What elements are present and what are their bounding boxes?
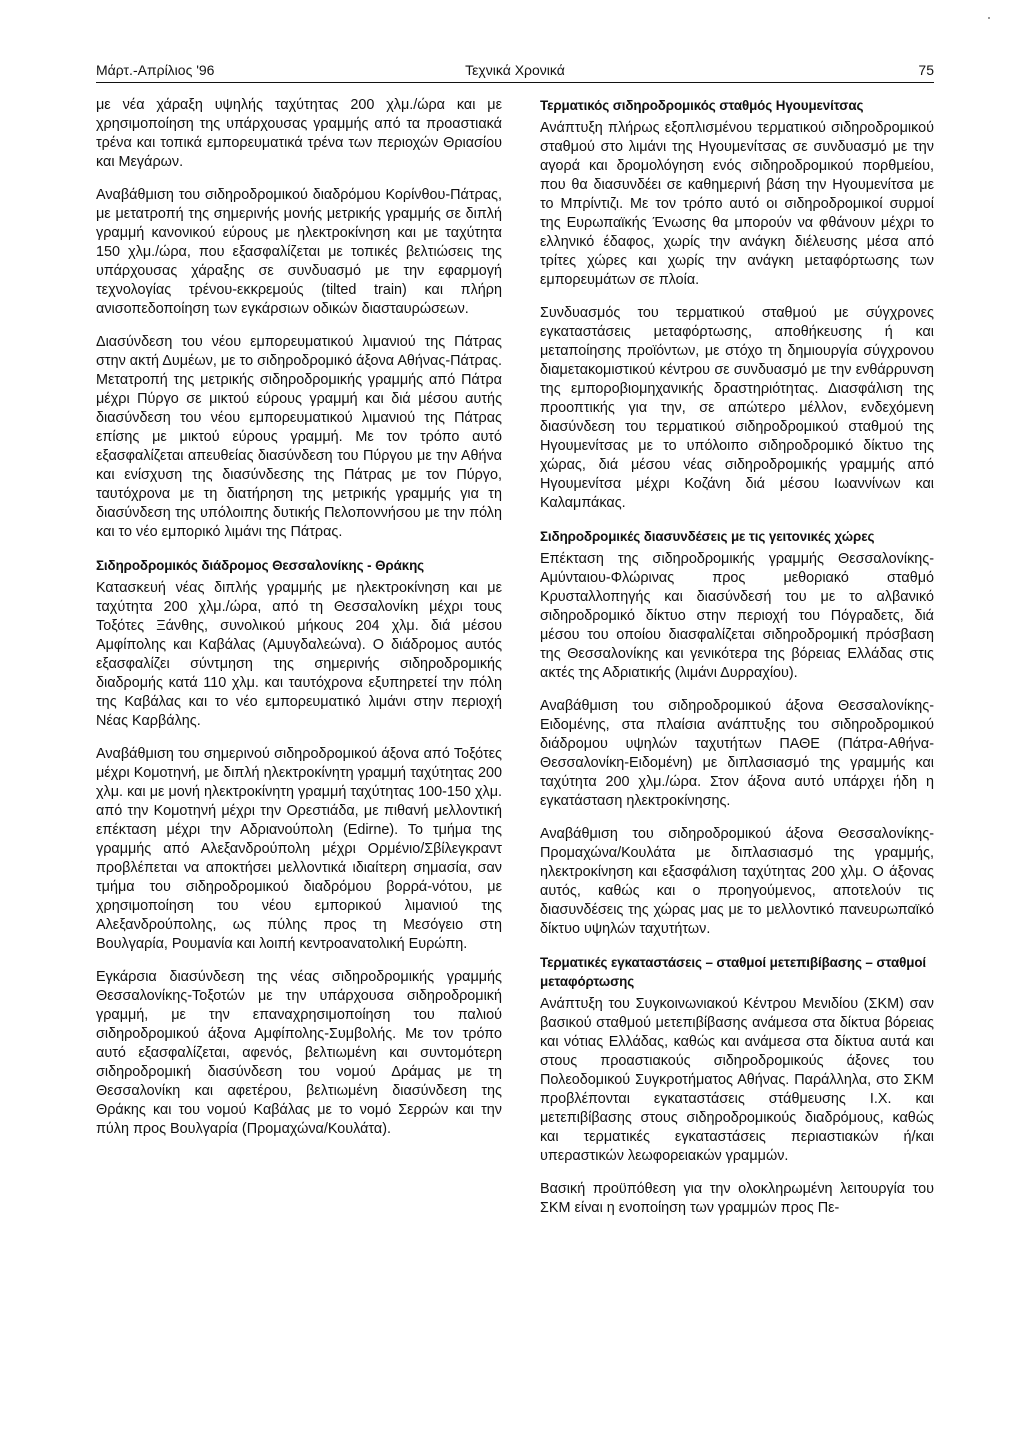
paragraph: Εγκάρσια διασύνδεση της νέας σιδηροδρομικής γραμμής Θεσσαλονίκης-Τοξοτών με την υπάρχουσα σιδηροδρομική γραμμή, με την επαναχρησιμοποίηση του παλιού σιδηροδρομικού άξονα Αμφίπολης-Συμβολής. Με τον τρόπο αυτό εξασφαλίζεται, αφενός, βελτιωμένη και συντομότερη σιδηροδρομική διασύνδεση του νομού Δράμας με τη Θεσσαλονίκη και αφετέρου, βελτιωμένη διασύνδεση της Θράκης και του νομού Καβάλας με το νομό Σερρών και την πύλη προς Βουλγαρία (Προμαχώνα/Κουλάτα). [96,969,502,1137]
paragraph: Ανάπτυξη πλήρως εξοπλισμένου τερματικού σιδηροδρομικού σταθμού στο λιμάνι της Ηγουμενίτσας σε συνδυασμό με την αγορά και δρομολόγηση ενός σιδηροδρομικού πορθμείου, που θα διασυνδέει σε καθημερινή βάση την Ηγουμενίτσα με το Μπρίντιζι. Με τον τρόπο αυτό οι σιδηροδρομικοί συρμοί της Ευρωπαϊκής Ένωσης θα μπορούν να φθάνουν μέχρι το ελληνικό έδαφος, χωρίς την ανάγκη διέλευσης μέσα από τρίτες χώρες και χωρίς την ανάγκη μεταφόρτωσης των εμπορευμάτων σε πλοία. [540,120,934,288]
header-rule [96,82,934,83]
paragraph: Αναβάθμιση του σημερινού σιδηροδρομικού άξονα από Τοξότες μέχρι Κομοτηνή, με διπλή ηλεκτροκίνητη γραμμή ταχύτητας 200 χλμ. και με μονή ηλεκτροκίνητη γραμμή ταχύτητας 100-150 χλμ. από την Κομοτηνή μέχρι την Ορεστιάδα, με πιθανή μελλοντική επέκταση μέχρι την Αδριανούπολη (Edirne). Το τμήμα της γραμμής από Αλεξανδρούπολη μέχρι Ορμένιο/Σβίλεγκραντ προβλέπεται να αποκτήσει μελλοντικά ιδιαίτερη σημασία, σαν τμήμα του σιδηροδρομικού διαδρόμου βορρά-νότου, με χρησιμοποίηση του νέου εμπορικού λιμανιού της Αλεξανδρούπολης, ως πύλης προς τη Μεσόγειο στη Βουλγαρία, Ρουμανία και λοιπή κεντροανατολική Ευρώπη. [96,746,502,952]
paragraph: με νέα χάραξη υψηλής ταχύτητας 200 χλμ./ώρα και με χρησιμοποίηση της υπάρχουσας γραμμής από τα προαστιακά τρένα και τοπικά εμπορευματικά τρένα των περιοχών Θριασίου και Μεγάρων. [96,97,502,170]
scan-speck [988,17,990,19]
paragraph: Βασική προϋπόθεση για την ολοκληρωμένη λειτουργία του ΣΚΜ είναι η ενοποίηση των γραμμών προς Πε- [540,1181,934,1216]
paragraph: Ανάπτυξη του Συγκοινωνιακού Κέντρου Μενιδίου (ΣΚΜ) σαν βασικού σταθμού μετεπιβίβασης ανάμεσα στα δίκτυα βόρειας και νότιας Ελλάδας, καθώς και ανάμεσα στα δίκτυα αυτά και στους προαστιακούς σιδηροδρομικούς άξονες του Πολεοδομικού Συγκροτήματος Αθήνας. Παράλληλα, στο ΣΚΜ προβλέπονται εγκαταστάσεις στάθμευσης Ι.Χ. και μετεπιβίβασης στους σιδηροδρομικούς διαδρόμους, καθώς και τερματικές εγκαταστάσεις περιαστιακών ή/και υπεραστικών λεωφορειακών γραμμών. [540,996,934,1164]
paragraph: Αναβάθμιση του σιδηροδρομικού άξονα Θεσσαλονίκης-Ειδομένης, στα πλαίσια ανάπτυξης του σιδηροδρομικού διάδρομου υψηλών ταχυτήτων ΠΑΘΕ (Πάτρα-Αθήνα-Θεσσαλονίκη-Ειδομένη) με διπλασιασμό της γραμμής και ταχύτητα 200 χλμ./ώρα. Στον άξονα αυτό υπάρχει ήδη η εγκατάσταση ηλεκτροκίνησης. [540,698,934,809]
header-issue-date: Μάρτ.-Απρίλιος '96 [96,62,215,78]
left-column [96,96,502,1153]
section-heading: Σιδηροδρομικές διασυνδέσεις με τις γειτονικές χώρες [540,529,875,544]
paragraph: Συνδυασμός του τερματικού σταθμού με σύγχρονες εγκαταστάσεις μεταφόρτωσης, αποθήκευσης ή και μεταποίησης προϊόντων, με στόχο τη δημιουργία σύγχρονου διαμετακομιστικού κέντρου σε συνδυασμό με την ενθάρρυνση της εμποροβιομηχανικής δραστηριότητας. Διασφάλιση της προοπτικής για την, σε απώτερο μέλλον, ενδεχόμενη διασύνδεση του τερματικού σιδηροδρομικού σταθμού της Ηγουμενίτσας με το υπόλοιπο σιδηροδρομικό δίκτυο της χώρας, διά μέσου νέας σιδηροδρομικής γραμμής από Ηγουμενίτσα μέχρι Κοζάνη διά μέσου Ιωαννίνων και Καλαμπάκας. [540,305,934,511]
running-header [96,62,934,84]
paragraph: Διασύνδεση του νέου εμπορευματικού λιμανιού της Πάτρας στην ακτή Δυμέων, με το σιδηροδρομικό άξονα Αθήνας-Πάτρας. Μετατροπή της μετρικής σιδηροδρομικής γραμμής από Πάτρα μέχρι Πύργο σε μικτού εύρους γραμμή και διά μέσου αυτής διασύνδεση του νέου εμπορευματικού λιμανιού της Πάτρας επίσης με μικτού εύρους γραμμή. Με τον τρόπο αυτό εξασφαλίζεται απευθείας διασύνδεση του Πύργου με την Αθήνα και ενίσχυση της διασύνδεσης της Πάτρας με τον Πύργο, ταυτόχρονα με τη διατήρηση της μετρικής γραμμής για τη διασύνδεση της υπόλοιπης δυτικής Πελοποννήσου με την πόλη και το νέο εμπορικό λιμάνι της Πάτρας. [96,334,502,540]
paragraph: Επέκταση της σιδηροδρομικής γραμμής Θεσσαλονίκης-Αμύνταιου-Φλώρινας προς μεθοριακό σταθμό Κρυσταλλοπηγής και διασύνδεσή του με το αλβανικό σιδηροδρομικό δίκτυο στην περιοχή του Πόγραδετς, διά μέσου του οποίου διασφαλίζεται σιδηροδρομική πρόσβαση της Θεσσαλονίκης και γενικότερα της βόρειας Ελλάδας στις ακτές της Αδριατικής (λιμάνι Δυρραχίου). [540,551,934,681]
section-heading: Τερματικός σιδηροδρομικός σταθμός Ηγουμενίτσας [540,98,864,113]
paragraph: Κατασκευή νέας διπλής γραμμής με ηλεκτροκίνηση και με ταχύτητα 200 χλμ./ώρα, από τη Θεσσαλονίκη μέχρι τους Τοξότες Ξάνθης, συνολικού μήκους 204 χλμ. διά μέσου Αμφίπολης και Καβάλας (Αμυγδαλεώνα). Ο διάδρομος αυτός εξασφαλίζει σύντμηση της σημερινής σιδηροδρομικής διαδρομής κατά 110 χλμ. και ταυτόχρονα εξυπηρετεί την πόλη της Καβάλας και το νέο εμπορευματικό λιμάνι στην περιοχή Νέας Καρβάλης. [96,580,502,729]
paragraph: Αναβάθμιση του σιδηροδρομικού διαδρόμου Κορίνθου-Πάτρας, με μετατροπή της σημερινής μονής μετρικής γραμμής σε διπλή γραμμή κανονικού εύρους με ηλεκτροκίνηση και με ταχύτητα 150 χλμ./ώρα, που εξασφαλίζεται με τοπικές βελτιώσεις της υπάρχουσας χάραξης σε συνδυασμό με την εφαρμογή τεχνολογίας τρένου-εκκρεμούς (tilted train) και πλήρη ανισοπεδοποίηση των εγκάρσιων οδικών διασταυρώσεων. [96,187,502,317]
paragraph: Αναβάθμιση του σιδηροδρομικού άξονα Θεσσαλονίκης-Προμαχώνα/Κουλάτα με διπλασιασμό της γραμμής, ηλεκτροκίνηση και εξασφάλιση ταχύτητας 200 χλμ. Ο άξονας αυτός, καθώς και ο προηγούμενος, αποτελούν τις διασυνδέσεις της χώρας μας με το μελλοντικό πανευρωπαϊκό δίκτυο υψηλών ταχυτήτων. [540,826,934,937]
section-heading: Σιδηροδρομικός διάδρομος Θεσσαλονίκης - Θράκης [96,558,425,573]
header-journal-title: Τεχνικά Χρονικά [465,62,565,78]
right-column [540,96,934,1232]
section-heading: Τερματικές εγκαταστάσεις – σταθμοί μετεπιβίβασης – σταθμοί μεταφόρτωσης [540,955,927,989]
page-number: 75 [918,62,934,78]
